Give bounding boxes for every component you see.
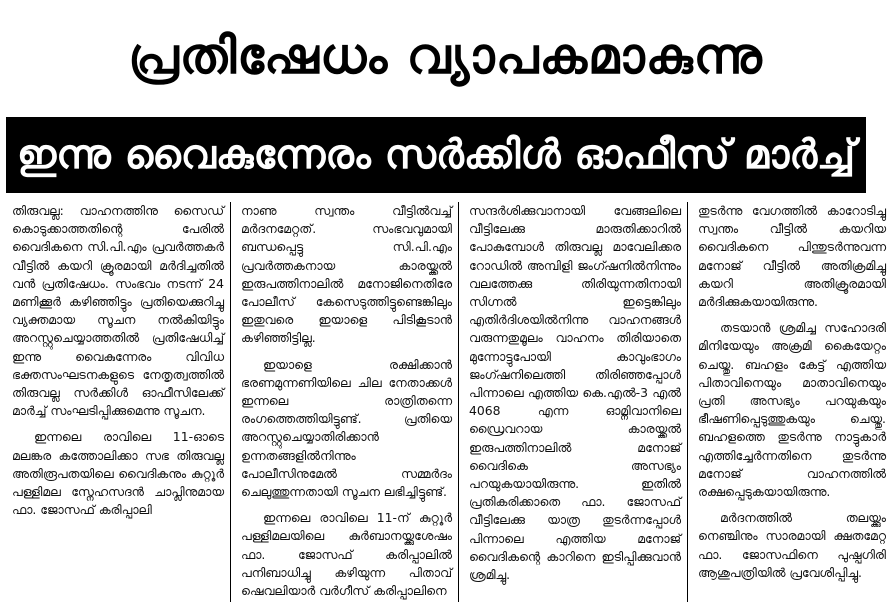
article-paragraph: തുടർന്നു വേഗത്തിൽ കാറോടിച്ചു സ്വന്തം വീട്ടിൽ കയറിയ വൈദികനെ പിന്തുടർന്നുവന്ന മനോജ് വീട്ടിൽ അതിക്രമിച്ചു കയറി അതിക്രൂരമായി മർദിക്കുകയായിരുന്നു.	[698, 203, 886, 310]
article-column-4	[692, 202, 891, 602]
article-paragraph: സന്ദർശിക്കുവാനായി വേങ്ങലിലെ വീട്ടിലേക്കു മാരുതിക്കാറിൽ പോകുമ്പോൾ തിരുവല്ല മാവേലിക്കര റോഡിൽ അമ്പിളി ജംഗ്ഷനിൽനിന്നും വലത്തേക്കു തിരിയുന്നതിനായി സിഗ്നൽ ഇട്ടെങ്കിലും എതിർദിശയിൽനിന്നു വാഹനങ്ങൾ വരുന്നതുമൂലം വാഹനം തിരിയാതെ മുന്നോട്ടുപോയി കാവുംഭാഗം ജംഗ്ഷനിലെത്തി തിരിഞ്ഞപ്പോൾ പിന്നാലെ എത്തിയ കെ.എൽ-3 എൽ 4068 എന്ന ഓമ്നിവാനിലെ ഡ്രൈവറായ കാരയ്ക്കൽ ഇരുപത്തിനാലിൽ മനോജ് വൈദികെ അസഭ്യം പറയുകയായിരുന്നു. ഇതിൽ പ്രതികരിക്കാതെ ഫാ. ജോസഫ് വീട്ടിലേക്കു യാത്ര തുടർന്നപ്പോൾ പിന്നാലെ എത്തിയ മനോജ് വൈദികന്റെ കാറിനെ ഇടിപ്പിക്കുവാൻ ശ്രമിച്ചു.	[469, 203, 681, 583]
article-column-1	[6, 202, 231, 602]
subheadline: ഇന്നു വൈകുന്നേരം സർക്കിൾ ഓഫീസ് മാർച്ച്	[16, 132, 856, 178]
subheadline-banner	[6, 117, 866, 193]
article-paragraph: മർദനത്തിൽ തലയ്ക്കും നെഞ്ചിനും സാരമായി ക്ഷതമേറ്റ ഫാ. ജോസഫിനെ പുഷ്പഗിരി ആശുപത്രിയിൽ പ്രവേശിപ്പിച്ചു.	[698, 510, 886, 580]
article-body	[6, 202, 884, 602]
article-paragraph: ഇയാളെ രക്ഷിക്കാൻ ഭരണമുന്നണിയിലെ ചില നേതാക്കൾ ഇന്നലെ രാത്രിതന്നെ രംഗത്തെത്തിയിട്ടുണ്ട്. പ്രതിയെ അറസ്റ്റുചെയ്യാതിരിക്കാൻ ഉന്നതങ്ങളിൽനിന്നും പോലീസിനുമേൽ സമ്മർദം ചെലുത്തുന്നതായി സൂചന ലഭിച്ചിട്ടുണ്ട്.	[241, 356, 452, 500]
article-column-3	[463, 202, 688, 602]
article-column-2	[235, 202, 459, 602]
article-paragraph: തിരുവല്ല: വാഹനത്തിനു സൈഡ് കൊടുക്കാത്തതിന്റെ പേരിൽ വൈദികനെ സി.പി.എം പ്രവർത്തകർ വീട്ടിൽ കയറി ക്രൂരമായി മർദിച്ചതിൽ വൻ പ്രതിഷേധം. സംഭവം നടന്ന് 24 മണിക്കൂർ കഴിഞ്ഞിട്ടും പ്രതിയെക്കുറിച്ചു വ്യക്തമായ സൂചന നൽകിയിട്ടും അറസ്റ്റുചെയ്യാത്തതിൽ പ്രതിഷേധിച്ച് ഇന്നു വൈകുന്നേരം വിവിധ ഭക്തസംഘടനകളുടെ നേതൃത്വത്തിൽ തിരുവല്ല സർക്കിൾ ഓഫീസിലേക്ക് മാർച്ച് സംഘടിപ്പിക്കുമെന്നു സൂചന.	[12, 203, 224, 419]
article-paragraph: ഇന്നലെ രാവിലെ 11-ന് കുറ്റൂർ പള്ളിമലയിലെ കുർബാനയ്ക്കുശേഷം ഫാ. ജോസഫ് കരിപ്പാലിൽ പനിബാധിച്ചു കഴിയുന്ന പിതാവ് ഷെവലിയാർ വർഗീസ് കരിപ്പാലിനെ	[241, 510, 452, 599]
headline: പ്രതിഷേധം വ്യാപകമാകുന്നു	[128, 26, 763, 85]
article-paragraph: തടയാൻ ശ്രമിച്ച സഹോദരി മിനിയേയും അക്രമി കൈയേറ്റം ചെയ്തു. ബഹളം കേട്ട് എത്തിയ പിതാവിനെയും മാതാവിനെയും പ്രതി അസഭ്യം പറയുകയും ഭീഷണിപ്പെടുത്തുകയും ചെയ്തു. ബഹളത്തെ തുടർന്നു നാട്ടുകാർ എത്തിച്ചേർന്നതിനെ തുടർന്നു മനോജ് വാഹനത്തിൽ രക്ഷപ്പെടുകയായിരുന്നു.	[698, 320, 886, 500]
article-paragraph: ഇന്നലെ രാവിലെ 11-ഓടെ മലങ്കര കത്തോലിക്കാ സഭ തിരുവല്ല അതിരൂപതയിലെ വൈദികനും കുറ്റൂർ പള്ളിമല സ്നേഹസദൻ ചാപ്ലിനുമായ ഫാ. ജോസഫ് കരിപ്പാലി	[12, 429, 224, 518]
article-paragraph: നാണു സ്വന്തം വീട്ടിൽവച്ച് മർദനമേറ്റത്. സംഭവവുമായി ബന്ധപ്പെട്ടു സി.പി.എം പ്രവർത്തകനായ കാരയ്ക്കൽ ഇരുപത്തിനാലിൽ മനോജിനെതിരേ പോലീസ് കേസെടുത്തിട്ടുണ്ടെങ്കിലും ഇതുവരെ ഇയാളെ പിടികൂടാൻ കഴിഞ്ഞിട്ടില്ല.	[241, 203, 452, 346]
